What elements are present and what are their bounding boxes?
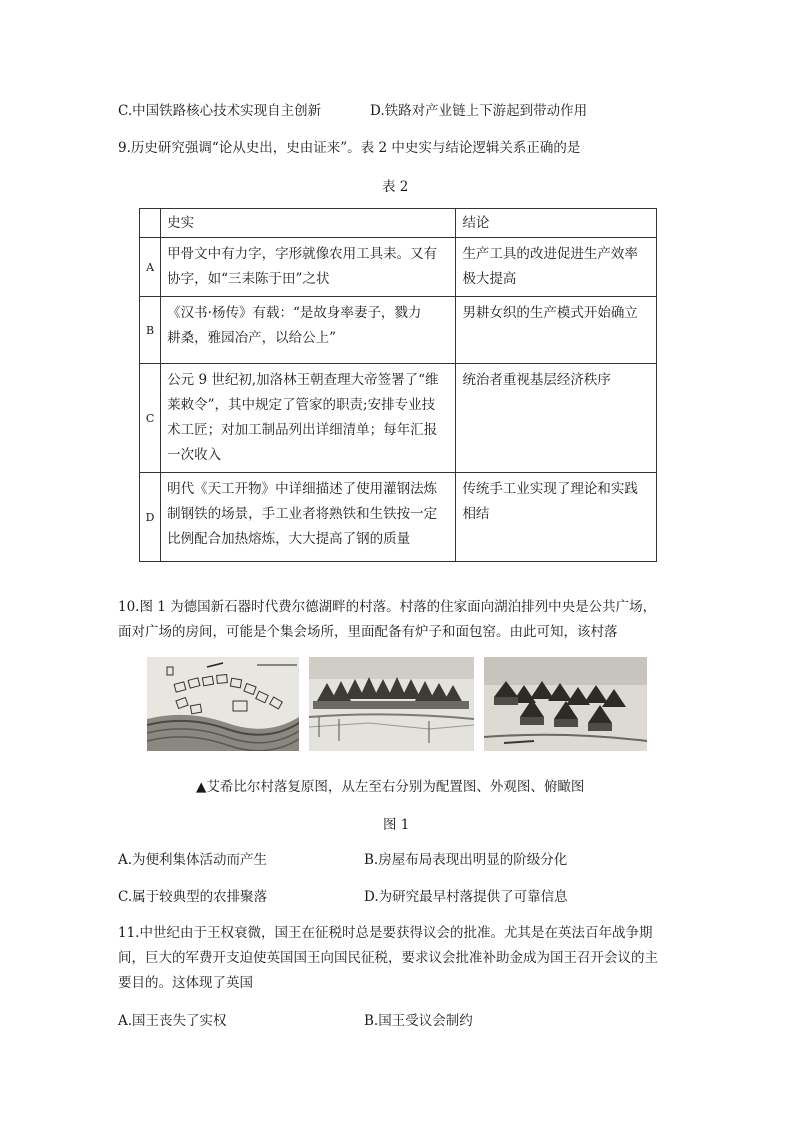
table-header-row: [140, 209, 657, 238]
q11-stem-line-2: 间，巨大的军费开支迫使英国国王向国民征税，要求议会批准补助金成为国王召开会议的主: [118, 950, 658, 966]
q10-option-c: C.属于较典型的农排聚落: [118, 889, 268, 905]
conclusion-line: 相结: [462, 506, 490, 522]
table-row: [140, 297, 657, 364]
q10-option-a: A.为便利集体活动而产生: [118, 852, 268, 868]
fact-line: 协字，如“三耒陈于田”之状: [167, 271, 330, 287]
q10-stem-line-1: 10.图 1 为德国新石器时代费尔德湖畔的村落。村落的住家面向湖泊排列中央是公共广场，: [118, 599, 657, 615]
q11-option-b: B.国王受议会制约: [364, 1013, 473, 1029]
figure-caption: ▲艾希比尔村落复原图，从左至右分别为配置图、外观图、俯瞰图: [196, 779, 585, 795]
row-label: D: [140, 473, 161, 562]
fact-line: 制钢铁的场景，手工业者将熟铁和生铁按一定: [167, 506, 438, 522]
conclusion-line: 男耕女织的生产模式开始确立: [462, 305, 638, 321]
q8-option-c: C.中国铁路核心技术实现自主创新: [118, 103, 322, 119]
fact-line: 一次收入: [167, 447, 222, 463]
table-row: [140, 238, 657, 297]
row-fact: [161, 238, 456, 297]
conclusion-line: 传统手工业实现了理论和实践: [462, 481, 638, 497]
conclusion-line: 统治者重视基层经济秩序: [462, 372, 611, 388]
fact-line: 公元 9 世纪初,加洛林王朝查理大帝签署了“维: [167, 372, 439, 388]
row-label: A: [140, 238, 161, 297]
fact-line: 比例配合加热熔炼，大大提高了钢的质量: [167, 531, 411, 547]
table-row: [140, 364, 657, 473]
fact-line: 明代《天工开物》中详细描述了使用灌钢法炼: [167, 481, 438, 497]
fact-line: 甲骨文中有力字，字形就像农用工具耒。又有: [167, 246, 438, 262]
fact-line: 耕桑，雅园冶产，以给公上”: [167, 330, 337, 346]
village-aerial-view-image: [484, 657, 647, 751]
row-fact: [161, 473, 456, 562]
row-label: B: [140, 297, 161, 364]
row-conclusion: [456, 297, 657, 364]
q10-stem-line-2: 面对广场的房间，可能是个集会场所，里面配备有炉子和面包窑。由此可知，该村落: [118, 624, 618, 640]
history-table: [139, 208, 657, 562]
village-layout-plan-image: [147, 657, 299, 751]
row-conclusion: [456, 364, 657, 473]
table-header-blank: [140, 209, 161, 238]
table-header-conclusion: 结论: [456, 209, 657, 238]
q11-stem-line-3: 要目的。这体现了英国: [118, 975, 253, 991]
q9-stem: 9.历史研究强调“论从史出，史由证来”。表 2 中史实与结论逻辑关系正确的是: [118, 140, 581, 156]
row-conclusion: [456, 238, 657, 297]
fact-line: 术工匠；对加工制品列出详细清单；每年汇报: [167, 422, 438, 438]
q11-stem-line-1: 11.中世纪由于王权衰微，国王在征税时总是要获得议会的批准。尤其是在英法百年战争期: [118, 925, 653, 941]
fact-line: 莱敕令”，其中规定了管家的职责;安排专业技: [167, 397, 436, 413]
q10-option-d: D.为研究最早村落提供了可靠信息: [364, 889, 568, 905]
conclusion-line: 生产工具的改进促进生产效率: [462, 246, 638, 262]
fact-line: 《汉书·杨传》有载：“是故身率妻子，戮力: [167, 305, 422, 321]
conclusion-line: 极大提高: [462, 271, 517, 287]
row-fact: [161, 364, 456, 473]
table-row: [140, 473, 657, 562]
q10-option-b: B.房屋布局表现出明显的阶级分化: [364, 852, 568, 868]
row-conclusion: [456, 473, 657, 562]
row-label: C: [140, 364, 161, 473]
figure-label: 图 1: [383, 817, 410, 833]
q8-option-d: D.铁路对产业链上下游起到带动作用: [370, 103, 588, 119]
table-header-fact: 史实: [161, 209, 456, 238]
village-exterior-view-image: [309, 657, 474, 751]
table-title: 表 2: [382, 179, 409, 195]
row-fact: [161, 297, 456, 364]
q11-option-a: A.国王丧失了实权: [118, 1013, 227, 1029]
